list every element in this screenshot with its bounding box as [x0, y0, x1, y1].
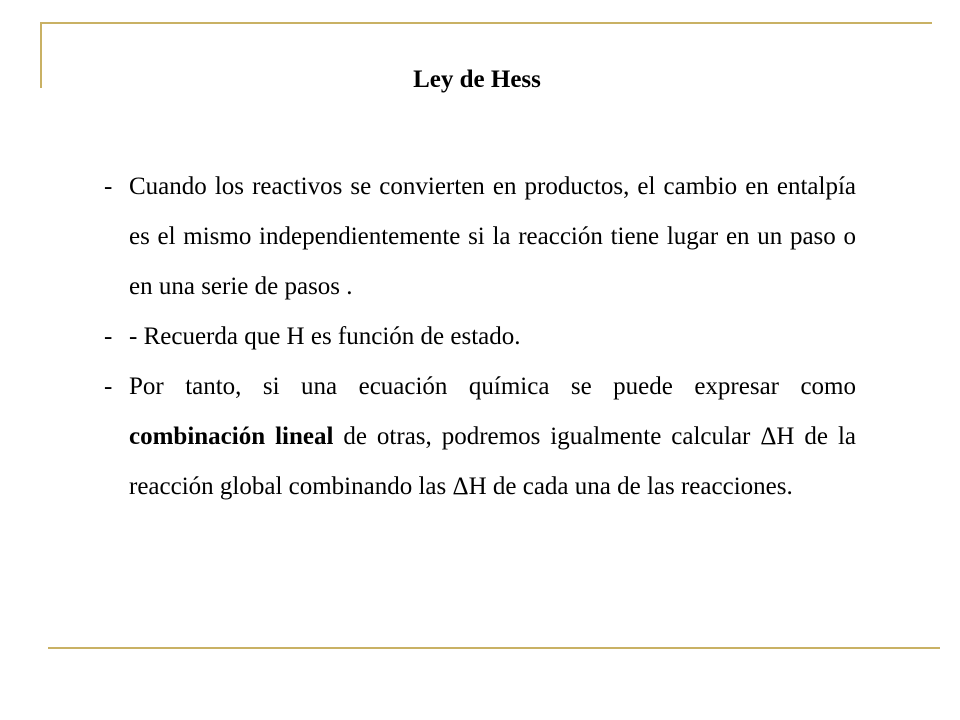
bullet-dash: -: [104, 173, 113, 200]
paragraph-state-function: [104, 312, 856, 362]
paragraph-text-before: Por tanto, si una ecuación química se puede expresar como: [129, 373, 856, 400]
bullet-dash: -: [104, 323, 113, 350]
bullet-dash: -: [104, 373, 113, 400]
bottom-border-rule: [48, 647, 940, 649]
top-border-rule: [40, 22, 932, 24]
paragraph-text-after: de otras, podremos igualmente calcular ΔH de la reacción global combinando las ΔH de cada una de las reacciones.: [129, 423, 857, 500]
bold-term: combinación lineal: [129, 423, 334, 450]
slide-body: [104, 162, 856, 512]
slide-title-text: Ley de Hess: [413, 66, 541, 93]
slide-title: [0, 66, 960, 94]
paragraph-text: Cuando los reactivos se convierten en productos, el cambio en entalpía es el mismo independientemente si la reacción tiene lugar en un paso o en una serie de pasos .: [129, 173, 856, 300]
paragraph-linear-combination: [104, 362, 856, 512]
paragraph-text: - Recuerda que H es función de estado.: [129, 323, 521, 350]
paragraph-enthalpy-change: [104, 162, 856, 312]
